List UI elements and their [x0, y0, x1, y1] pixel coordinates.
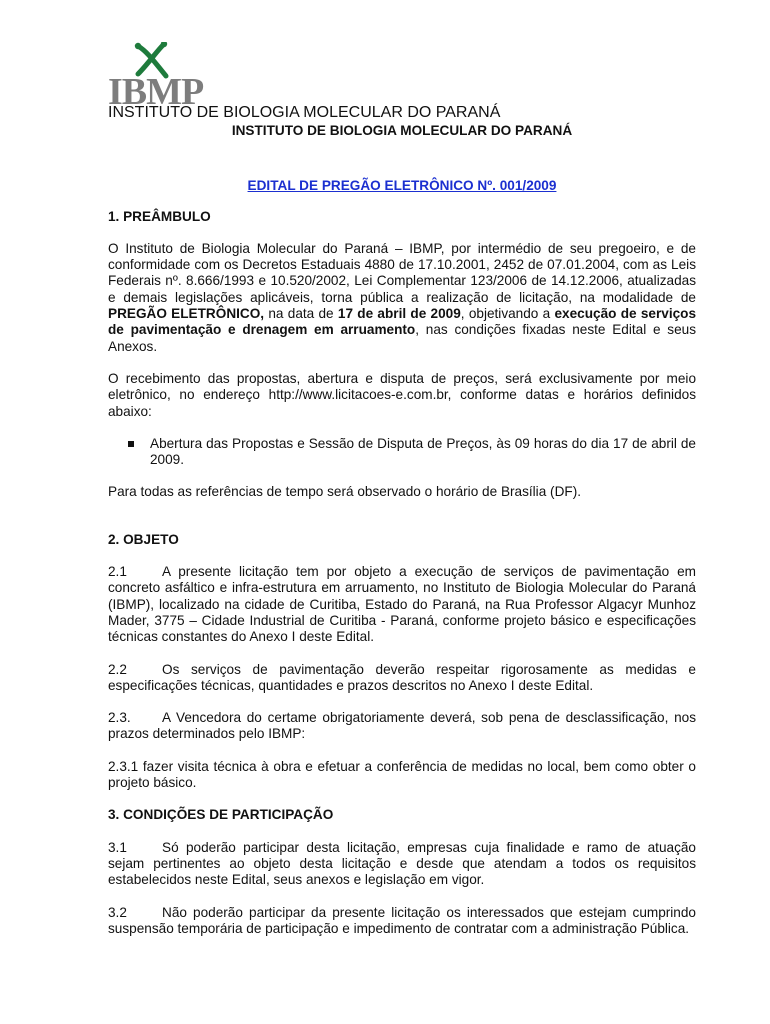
- logo-abbreviation: IBMP: [108, 71, 204, 113]
- list-item: Abertura das Propostas e Sessão de Disputa de Preços, às 09 horas do dia 17 de abril de 2009.: [108, 436, 696, 469]
- preamble-paragraph: O Instituto de Biologia Molecular do Paraná – IBMP, por intermédio de seu pregoeiro, e de conformidade com os Decretos Estaduais 4880 de 17.10.2001, 2452 de 07.01.2004, com as Leis Federais nº. 8.666/1993 e 10.520/2002, Lei Complementar 123/2006 de 14.12.2006, atualizadas e demais legislações aplicáveis, torna pública a realização de licitação, na modalidade de PREGÃO ELETRÔNICO, na data de 17 de abril de 2009, objetivando a execução de serviços de pavimentação e drenagem em arruamento, nas condições fixadas neste Edital e seus Anexos.: [108, 240, 697, 354]
- clause-2-3: 2.3. A Vencedora do certame obrigatoriamente deverá, sob pena de desclassificação, nos prazos determinados pelo IBMP:: [108, 710, 696, 742]
- reception-paragraph: O recebimento das propostas, abertura e disputa de preços, será exclusivamente por meio eletrônico, no endereço http://www.licitacoes-e.com.br, conforme datas e horários definidos abaixo:: [108, 370, 696, 419]
- clause-2-3-1: 2.3.1 fazer visita técnica à obra e efetuar a conferência de medidas no local, bem como obter o projeto básico.: [108, 758, 696, 791]
- section-2-title: 2. OBJETO: [108, 531, 179, 547]
- clause-2-2: 2.2 Os serviços de pavimentação deverão respeitar rigorosamente as medidas e especificações técnicas, quantidades e prazos descritos no Anexo I deste Edital.: [108, 661, 696, 693]
- logo-subtitle: INSTITUTO DE BIOLOGIA MOLECULAR DO PARANÁ: [108, 104, 501, 121]
- section-3-title: 3. CONDIÇÕES DE PARTICIPAÇÃO: [108, 807, 334, 823]
- clause-3-1: 3.1 Só poderão participar desta licitação, empresas cuja finalidade e ramo de atuação sejam pertinentes ao objeto desta licitação e desde que atendam a todos os requisitos estabelecidos neste Edital, seus anexos e legislação em vigor.: [108, 839, 696, 888]
- clause-3-2: 3.2 Não poderão participar da presente licitação os interessados que estejam cumprindo suspensão temporária de participação e impedimento de contratar com a administração Pública.: [108, 904, 696, 936]
- institution-title: INSTITUTO DE BIOLOGIA MOLECULAR DO PARANÁ: [231, 123, 573, 138]
- time-reference-paragraph: Para todas as referências de tempo será observado o horário de Brasília (DF).: [108, 484, 581, 500]
- document-body: [108, 123, 696, 937]
- clause-2-1: 2.1 A presente licitação tem por objeto a execução de serviços de pavimentação em concreto asfáltico e infra-estrutura em arruamento, no Instituto de Biologia Molecular do Paraná (IBMP), localizado na cidade de Curitiba, Estado do Paraná, na Rua Professor Algacyr Munhoz Mader, 3775 – Cidade Industrial de Curitiba - Paraná, conforme projeto básico e especificações técnicas constantes do Anexo I deste Edital.: [108, 564, 696, 645]
- edital-title: EDITAL DE PREGÃO ELETRÔNICO Nº. 001/2009: [247, 178, 557, 194]
- bullet-square-icon: [128, 441, 134, 447]
- section-1-title: 1. PREÂMBULO: [108, 208, 211, 224]
